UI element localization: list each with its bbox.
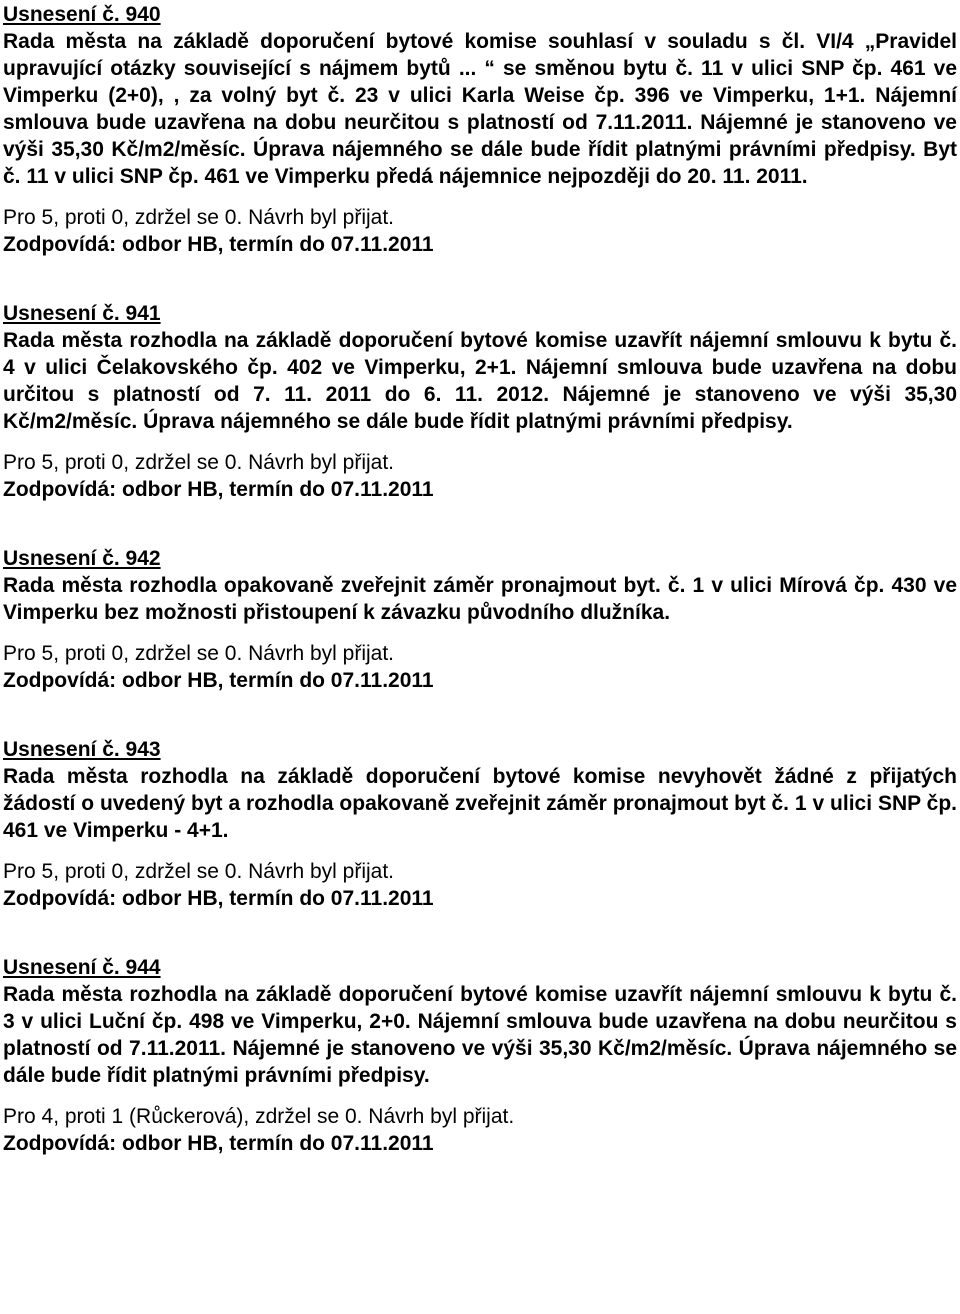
- responsible-line: Zodpovídá: odbor HB, termín do 07.11.2011: [3, 478, 434, 501]
- responsible-line: Zodpovídá: odbor HB, termín do 07.11.2011: [3, 233, 434, 256]
- resolution-body: Rada města rozhodla na základě doporučení bytové komise uzavřít nájemní smlouvu k bytu č. 4 v ulici Čelakovského čp. 402 ve Vimperku, 2+1. Nájemní smlouva bude uzavřena na dobu určitou s platností od 7. 11. 2011 do 6. 11. 2012. Nájemné je stanoveno ve výši 35,30 Kč/m2/měsíc. Úprava nájemného se dále bude řídit platnými právními předpisy.: [3, 329, 957, 433]
- resolution-title: Usnesení č. 944: [3, 956, 161, 979]
- vote-result: Pro 5, proti 0, zdržel se 0. Návrh byl přijat.: [3, 860, 394, 883]
- resolution-940: [3, 1, 957, 258]
- resolution-body: Rada města rozhodla na základě doporučení bytové komise nevyhovět žádné z přijatých žádostí o uvedený byt a rozhodla opakovaně zveřejnit záměr pronajmout byt č. 1 v ulici SNP čp. 461 ve Vimperku - 4+1.: [3, 765, 957, 842]
- vote-result: Pro 5, proti 0, zdržel se 0. Návrh byl přijat.: [3, 451, 394, 474]
- vote-result: Pro 4, proti 1 (Růckerová), zdržel se 0. Návrh byl přijat.: [3, 1105, 515, 1128]
- section-spacer: [3, 503, 957, 545]
- resolution-941: [3, 300, 957, 503]
- responsible-line: Zodpovídá: odbor HB, termín do 07.11.2011: [3, 887, 434, 910]
- resolution-942: [3, 545, 957, 694]
- resolution-title: Usnesení č. 940: [3, 3, 161, 26]
- resolution-944: [3, 954, 957, 1157]
- resolution-title: Usnesení č. 942: [3, 547, 161, 570]
- resolution-943: [3, 736, 957, 912]
- responsible-line: Zodpovídá: odbor HB, termín do 07.11.2011: [3, 1132, 434, 1155]
- responsible-line: Zodpovídá: odbor HB, termín do 07.11.2011: [3, 669, 434, 692]
- section-spacer: [3, 258, 957, 300]
- section-spacer: [3, 694, 957, 736]
- resolution-body: Rada města rozhodla na základě doporučení bytové komise uzavřít nájemní smlouvu k bytu č. 3 v ulici Luční čp. 498 ve Vimperku, 2+0. Nájemní smlouva bude uzavřena na dobu neurčitou s platností od 7.11.2011. Nájemné je stanoveno ve výši 35,30 Kč/m2/měsíc. Úprava nájemného se dále bude řídit platnými právními předpisy.: [3, 983, 957, 1087]
- resolution-body: Rada města rozhodla opakovaně zveřejnit záměr pronajmout byt. č. 1 v ulici Mírová čp. 430 ve Vimperku bez možnosti přistoupení k závazku původního dlužníka.: [3, 574, 957, 624]
- vote-result: Pro 5, proti 0, zdržel se 0. Návrh byl přijat.: [3, 642, 394, 665]
- resolution-title: Usnesení č. 943: [3, 738, 161, 761]
- resolution-body: Rada města na základě doporučení bytové komise souhlasí v souladu s čl. VI/4 „Pravidel upravující otázky související s nájmem bytů ... “ se směnou bytu č. 11 v ulici SNP čp. 461 ve Vimperku (2+0), , za volný byt č. 23 v ulici Karla Weise čp. 396 ve Vimperku, 1+1. Nájemní smlouva bude uzavřena na dobu neurčitou s platností od 7.11.2011. Nájemné je stanoveno ve výši 35,30 Kč/m2/měsíc. Úprava nájemného se dále bude řídit platnými právními předpisy. Byt č. 11 v ulici SNP čp. 461 ve Vimperku předá nájemnice nejpozději do 20. 11. 2011.: [3, 30, 957, 188]
- section-spacer: [3, 912, 957, 954]
- vote-result: Pro 5, proti 0, zdržel se 0. Návrh byl přijat.: [3, 206, 394, 229]
- resolution-title: Usnesení č. 941: [3, 302, 161, 325]
